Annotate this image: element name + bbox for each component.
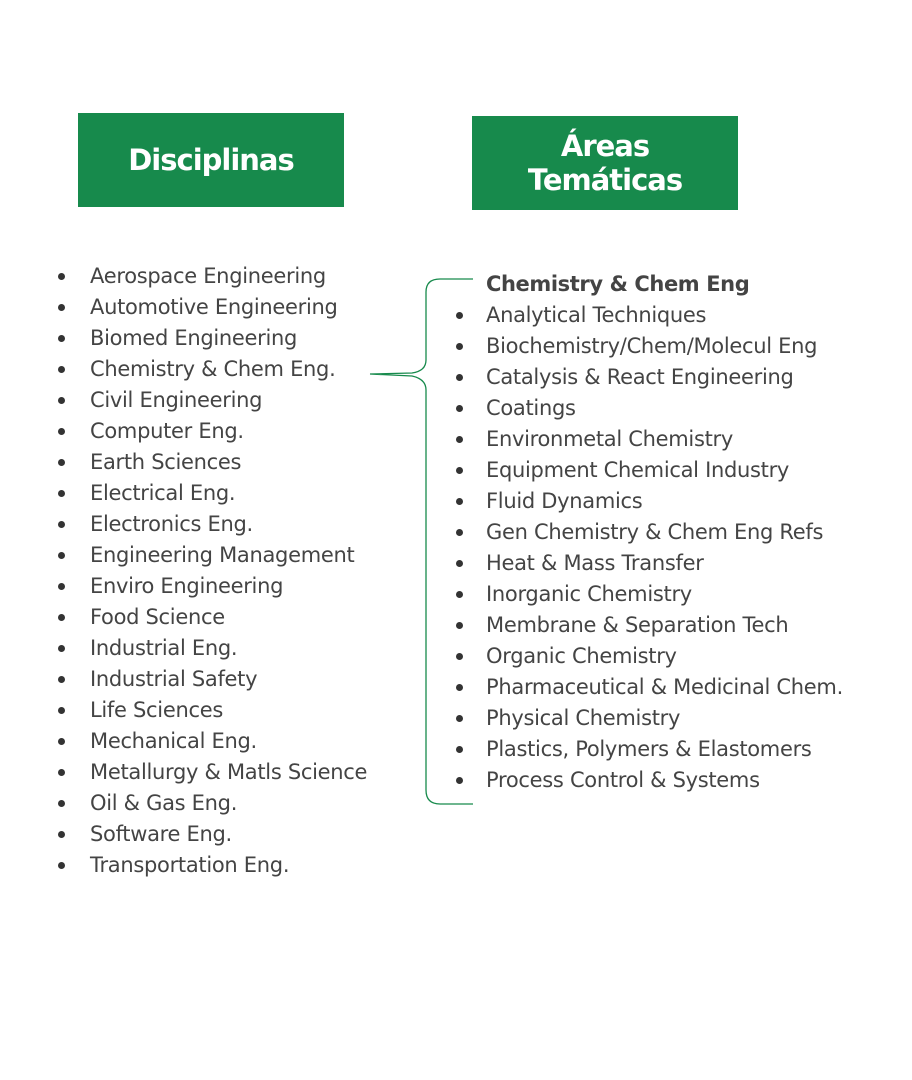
list-item bbox=[486, 610, 843, 641]
bullet-icon bbox=[58, 521, 65, 528]
bullet-icon bbox=[456, 715, 463, 722]
bullet-icon bbox=[456, 467, 463, 474]
bullet-icon bbox=[456, 529, 463, 536]
bullet-icon bbox=[58, 676, 65, 683]
bullet-icon bbox=[456, 622, 463, 629]
list-item bbox=[486, 765, 843, 796]
list-item-label: Software Eng. bbox=[90, 822, 232, 846]
list-item-label: Coatings bbox=[486, 396, 576, 420]
bullet-icon bbox=[58, 304, 65, 311]
brace-path bbox=[370, 279, 473, 804]
bullet-icon bbox=[58, 738, 65, 745]
list-item-label: Mechanical Eng. bbox=[90, 729, 257, 753]
bullet-icon bbox=[58, 459, 65, 466]
areas-title-line2: Temáticas bbox=[527, 163, 683, 197]
bullet-icon bbox=[58, 428, 65, 435]
brace-connector bbox=[360, 270, 490, 810]
list-item bbox=[90, 695, 367, 726]
list-item-label: Industrial Safety bbox=[90, 667, 258, 691]
list-item-label: Fluid Dynamics bbox=[486, 489, 643, 513]
list-item bbox=[90, 726, 367, 757]
list-item bbox=[486, 672, 843, 703]
list-item bbox=[486, 734, 843, 765]
disciplinas-header bbox=[78, 113, 344, 207]
bullet-icon bbox=[456, 684, 463, 691]
list-item bbox=[90, 292, 367, 323]
list-item-label: Organic Chemistry bbox=[486, 644, 677, 668]
list-item-label: Earth Sciences bbox=[90, 450, 242, 474]
bullet-icon bbox=[58, 273, 65, 280]
bullet-icon bbox=[58, 614, 65, 621]
bullet-icon bbox=[456, 312, 463, 319]
list-item bbox=[486, 579, 843, 610]
bullet-icon bbox=[58, 862, 65, 869]
disciplines-list bbox=[90, 261, 367, 881]
list-item bbox=[90, 633, 367, 664]
list-item-label: Gen Chemistry & Chem Eng Refs bbox=[486, 520, 824, 544]
list-item-label: Metallurgy & Matls Science bbox=[90, 760, 368, 784]
list-item bbox=[486, 703, 843, 734]
areas-title bbox=[528, 129, 682, 197]
list-item-label: Chemistry & Chem Eng. bbox=[90, 357, 336, 381]
bullet-icon bbox=[456, 498, 463, 505]
list-item-label: Transportation Eng. bbox=[90, 853, 290, 877]
list-item bbox=[90, 354, 367, 385]
list-item-label: Heat & Mass Transfer bbox=[486, 551, 704, 575]
list-item bbox=[90, 664, 367, 695]
list-item-label: Plastics, Polymers & Elastomers bbox=[486, 737, 812, 761]
bullet-icon bbox=[456, 374, 463, 381]
list-item-label: Process Control & Systems bbox=[486, 768, 760, 792]
list-item-label: Biomed Engineering bbox=[90, 326, 298, 350]
list-item bbox=[90, 416, 367, 447]
list-item bbox=[486, 331, 843, 362]
list-item bbox=[90, 540, 367, 571]
list-item-label: Biochemistry/Chem/Molecul Eng bbox=[486, 334, 818, 358]
list-item-label: Enviro Engineering bbox=[90, 574, 284, 598]
bullet-icon bbox=[58, 552, 65, 559]
list-item-label: Computer Eng. bbox=[90, 419, 244, 443]
list-item-label: Pharmaceutical & Medicinal Chem. bbox=[486, 675, 843, 699]
list-item-label: Electronics Eng. bbox=[90, 512, 253, 536]
list-item bbox=[90, 385, 367, 416]
list-item bbox=[486, 548, 843, 579]
list-item-label: Aerospace Engineering bbox=[90, 264, 326, 288]
bullet-icon bbox=[58, 800, 65, 807]
list-item bbox=[486, 517, 843, 548]
list-item bbox=[90, 447, 367, 478]
list-item bbox=[90, 261, 367, 292]
areas-tematicas-header bbox=[472, 116, 738, 210]
areas-list bbox=[486, 300, 843, 796]
list-item-label: Analytical Techniques bbox=[486, 303, 707, 327]
area-heading: Chemistry & Chem Eng bbox=[486, 272, 750, 296]
bullet-icon bbox=[456, 560, 463, 567]
list-item bbox=[90, 323, 367, 354]
bullet-icon bbox=[456, 591, 463, 598]
list-item-label: Electrical Eng. bbox=[90, 481, 236, 505]
list-item bbox=[90, 602, 367, 633]
list-item-label: Equipment Chemical Industry bbox=[486, 458, 790, 482]
bullet-icon bbox=[58, 831, 65, 838]
list-item-label: Physical Chemistry bbox=[486, 706, 681, 730]
list-item-label: Environmetal Chemistry bbox=[486, 427, 733, 451]
bullet-icon bbox=[58, 645, 65, 652]
bullet-icon bbox=[456, 343, 463, 350]
disciplinas-title: Disciplinas bbox=[128, 143, 294, 177]
list-item-label: Engineering Management bbox=[90, 543, 355, 567]
bullet-icon bbox=[456, 653, 463, 660]
bullet-icon bbox=[58, 583, 65, 590]
list-item bbox=[486, 362, 843, 393]
list-item bbox=[486, 300, 843, 331]
bullet-icon bbox=[58, 366, 65, 373]
list-item bbox=[90, 478, 367, 509]
list-item bbox=[486, 455, 843, 486]
bullet-icon bbox=[58, 397, 65, 404]
list-item bbox=[486, 393, 843, 424]
bullet-icon bbox=[58, 335, 65, 342]
bullet-icon bbox=[456, 777, 463, 784]
list-item bbox=[486, 486, 843, 517]
list-item-label: Industrial Eng. bbox=[90, 636, 238, 660]
list-item-label: Oil & Gas Eng. bbox=[90, 791, 238, 815]
areas-title-line1: Áreas bbox=[560, 129, 650, 163]
list-item-label: Life Sciences bbox=[90, 698, 223, 722]
list-item bbox=[90, 850, 367, 881]
list-item-label: Food Science bbox=[90, 605, 225, 629]
list-item bbox=[486, 641, 843, 672]
bullet-icon bbox=[58, 490, 65, 497]
list-item-label: Civil Engineering bbox=[90, 388, 263, 412]
list-item-label: Membrane & Separation Tech bbox=[486, 613, 789, 637]
bullet-icon bbox=[456, 405, 463, 412]
list-item bbox=[90, 571, 367, 602]
list-item-label: Catalysis & React Engineering bbox=[486, 365, 794, 389]
list-item-label: Automotive Engineering bbox=[90, 295, 338, 319]
bullet-icon bbox=[58, 707, 65, 714]
list-item bbox=[90, 757, 367, 788]
list-item bbox=[90, 819, 367, 850]
list-item bbox=[90, 788, 367, 819]
bullet-icon bbox=[58, 769, 65, 776]
bullet-icon bbox=[456, 746, 463, 753]
list-item bbox=[90, 509, 367, 540]
bullet-icon bbox=[456, 436, 463, 443]
list-item-label: Inorganic Chemistry bbox=[486, 582, 692, 606]
list-item bbox=[486, 424, 843, 455]
